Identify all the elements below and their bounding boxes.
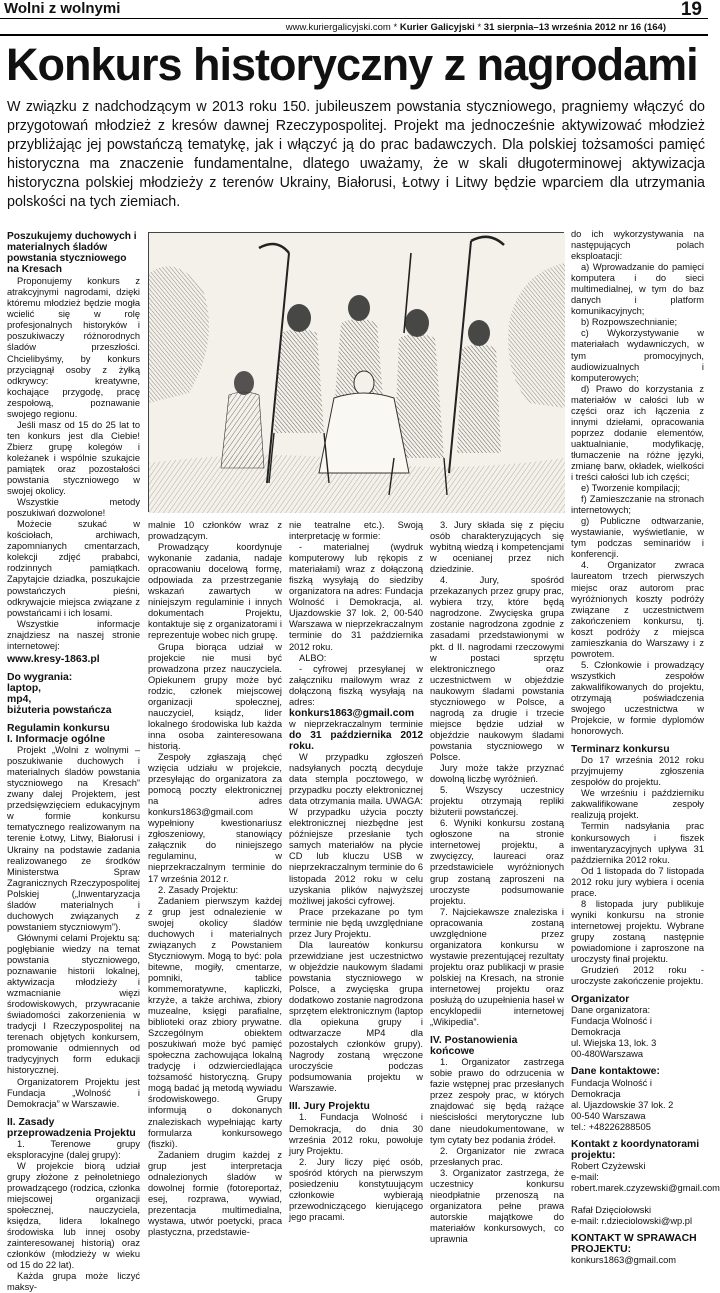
paragraph: Prace przekazane po tym terminie nie będą uwzględniane przez Jury Projektu. — [289, 906, 423, 939]
masthead-separator: * — [474, 22, 484, 33]
paragraph: Projekt „Wolni z wolnymi – poszukiwanie duchowych i materialnych śladów powstania styczniowego na Kresach” zwany dalej Projektem, jest przedsięwzięciem edukacyjnym w formie konkursu tematycznego realizowanym na terenie Łotwy, Litwy, Białorusi i Ukrainy na podstawie zadania realizowanego ze środków Ministerstwa Spraw Zagranicznych Rzeczypospolitej Polskiej („Inwentaryzacja śladów materialnych i duchowych związanych z powstaniem styczniowym”). — [7, 745, 140, 932]
paragraph: Wszystkie informacje znajdziesz na naszej stronie internetowej: — [7, 618, 140, 651]
organizer-details: Dane organizatora: Fundacja Wolność i Demokracja ul. Wiejska 13, lok. 3 00-480Warszawa — [571, 1005, 657, 1060]
paragraph: Możecie szukać w kościołach, archiwach, zapomnianych cmentarzach, kolekcji zdjęć prababci, rodzinnych pamiątkach. Zapytajcie dziadka, poszukajcie powstańczych pieśni, odkrywajcie miejsca związane z powstańcami i ich losami. — [7, 519, 140, 618]
list-item: b) Rozpowszechnianie; — [581, 317, 678, 328]
list-item: f) Zamieszczanie na stronach internetowych; — [571, 494, 704, 516]
schedule-heading: Terminarz konkursu — [571, 744, 670, 756]
paragraph: 6. Wyniki konkursu zostaną ogłoszone na stronie internetowej projektu, a zwycięzcy, laureaci oraz przedstawiciele wyróżnionych grup zostaną zaproszeni na uroczyste podsumowanie projektu. — [430, 818, 564, 906]
paragraph: Grupa biorąca udział w projekcie nie musi być prowadzona przez nauczyciela. Opiekunem grupy może być rodzic, członek miejscowej organizacji społecznej, nauczyciel, ksiądz, lider lokalnego środowiska lub każda inna osoba zainteresowana historią. — [148, 641, 282, 751]
list-item: g) Publiczne odtwarzanie, wystawianie, wyświetlanie, w tym podczas seminariów i konferencji. — [571, 516, 704, 560]
paragraph: Zadaniem pierwszym każdej z grup jest odnalezienie w swojej okolicy śladów duchowych i materialnych związanych z Powstaniem Styczniowym. Mogą to być: pola bitewne, mogiły, cmentarze, pomniki, tablice kommemoratywne, kapliczki, krzyże, a także archiwa, zbiory muzealne, księgi parafialne, biblioteki oraz zbiory prywatne. Szczególnym obiektem poszukiwań może być pamięć społeczna zachowująca lokalną tradycję i odzwierciedlająca tożsamość historyczną. Grupy mogą badać ją metodą wywiadu środowiskowego. Grupy informują o dokonanych znaleziskach wypełniając karty formularza konkursowego (fiszki). — [148, 895, 282, 1149]
paragraph: 2. Zasady Projektu: — [158, 884, 239, 895]
list-item: a) Wprowadzanie do pamięci komputera i do sieci multimedialnej, w tym do baz danych i platform komunikacyjnych; — [571, 262, 704, 317]
column-2 — [148, 520, 282, 1237]
coordinators-details: Robert Czyżewski e-mail: robert.marek.czyzewski@gmail.com Rafał Dzięciołowski e-mail: r.dzieciolowski@wp.pl — [571, 1160, 720, 1227]
paragraph: 5. Członkowie i prowadzący wszystkich zespołów zakwalifikowanych do projektu, otrzymają poświadczenia swojego uczestnictwa w Projekcie, w formie dyplomów honorowych. — [571, 659, 704, 737]
column-1 — [7, 229, 140, 1293]
paragraph: malnie 10 członków wraz z prowadzącym. — [148, 520, 282, 542]
paragraph: Zespoły zgłaszają chęć wzięcia udziału w projekcie, przesyłając do organizatora za pomocą poczty elektronicznej na adres konkurs1863@gmail.com wypełniony kwestionariusz zgłoszeniowy, stanowiący załącznik do niniejszego regulaminu, w nieprzekraczalnym terminie do 17 września 2012 r. — [148, 751, 282, 884]
paragraph: Wszystkie metody poszukiwań dozwolone! — [7, 497, 140, 519]
paragraph: Zadaniem drugim każdej z grup jest interpretacja odnalezionych śladów w dowolnej formie (fotoreportaż, esej, rozprawa, wywiad, prezentacja multimedialna, wystawa, utwór poetycki, praca plastyczna, przedstawie- — [148, 1149, 282, 1237]
contact-heading: Dane kontaktowe: — [571, 1066, 660, 1078]
rules-heading: Regulamin konkursu — [7, 723, 110, 735]
paragraph: 1. Terenowe grupy eksploracyjne (dalej grupy): — [7, 1138, 140, 1160]
paragraph: 2. Jury liczy pięć osób, spośród których na pierwszym posiedzeniu konstytuującym członkowie wybierają przewodniczącego kierującego jego pracami. — [289, 1156, 423, 1222]
paragraph: - cyfrowej przesyłanej w załączniku mailowym wraz z dołączoną fiszką wysyłają na adres: — [289, 663, 423, 707]
paragraph: Dla laureatów konkursu przewidziane jest uczestnictwo w objeździe naukowym śladami powstania styczniowego w Polsce, a zwycięska grupa dodatkowo zostanie nagrodzona sprzętem elektronicznym (laptop dla opiekuna grupy i odtwarzacze MP4 dla pozostałych członków grupy). Nagrody zostaną wręczone uroczyście podczas podsumowania projektu w Warszawie. — [289, 939, 423, 1094]
paragraph: Głównymi celami Projektu są: pogłębianie wiedzy na temat powstania styczniowego, poznawanie historii lokalnej, aktywizacja młodzieży i wzmacnianie więzi środowiskowych, przywracanie świadomości zakorzenienia w tradycji I Rzeczypospolitej na terenach objętych konkursem, promowanie odmiennych od tradycyjnych form edukacji historycznej. — [7, 932, 140, 1076]
deadline-date: do 31 października 2012 roku. — [289, 729, 423, 752]
paragraph: ALBO: — [299, 652, 327, 663]
paragraph: Jury może także przyznać dowolną liczbę wyróżnień. — [430, 763, 564, 785]
insurgents-illustration — [148, 232, 564, 512]
paragraph: We wrześniu i październiku zakwalifikowane zespoły realizują projekt. — [571, 788, 704, 821]
prizes-heading: Do wygrania: — [7, 671, 73, 683]
header-rule — [0, 18, 708, 19]
headline: Konkurs historyczny z nagrodami — [6, 39, 698, 90]
paragraph: nie teatralne etc.). Swoją interpretację w formie: — [289, 520, 423, 542]
coordinators-heading: Kontakt z koordynatorami projektu: — [571, 1138, 700, 1161]
paragraph: - materialnej (wydruk komputerowy lub rękopis z materiałami) wraz z dołączoną fiszką wysyłają do siedziby organizatora na adres: Fundacja Wolność i Demokracja, al. Ujazdowskie 37 lok. 2, 00-540 Warszawa w nieprzekraczalnym terminie do 31 października 2012 roku. — [289, 542, 423, 652]
contact-details: Fundacja Wolność i Demokracja al. Ujazdowskie 37 lok. 2 00-540 Warszawa tel.: +48226288505 — [571, 1077, 674, 1132]
paragraph: Termin nadsyłania prac konkursowych i fiszek inwentaryzacyjnych upływa 31 października 2012 roku. — [571, 821, 704, 865]
project-contact-email[interactable]: konkurs1863@gmail.com — [571, 1255, 677, 1266]
lead-paragraph: W związku z nadchodzącym w 2013 roku 150. jubileuszem powstania styczniowego, pragniemy włączyć do przygotowań młodzież z kresów dawnej Rzeczypospolitej. Projekt ma jednocześnie aktywizować młodzież przybliżając jej powstańczą tematykę, jak i włączyć ją do prac badawczych. Dla polskiej tożsamości pamięć historyczna ma znaczenie fundamentalne, dlatego uważamy, że w skali długoterminowej aktywizacja historyczna polskiej młodzieży z terenów Ukrainy, Białorusi, Łotwy i Litwy będzie wparciem dla utrzymania polskości na tych ziemiach. — [7, 99, 705, 210]
masthead — [286, 22, 666, 33]
list-item: c) Wykorzystywanie w materiałach wydawniczych, w tym promocyjnych, audiowizualnych i komputerowych; — [571, 328, 704, 383]
paragraph: 1. Organizator zastrzega sobie prawo do odrzucenia w fazie wstępnej prac przesłanych przez zespoły prac, w których znajdować się będą rażące nieścisłości merytoryczne lub dane nieudokumentowane, w tym cytaty bez podania źródeł. — [430, 1057, 564, 1145]
project-website-link[interactable]: www.kresy-1863.pl — [7, 653, 100, 665]
site-url[interactable]: www.kuriergalicyjski.com — [285, 22, 391, 33]
page-number: 19 — [680, 0, 702, 20]
paragraph: 5. Wszyscy uczestnicy projektu otrzymają repliki biżuterii powstańczej. — [430, 785, 564, 818]
paragraph: W projekcie biorą udział grupy złożone z pełnoletniego prowadzącego (rodzica, członka miejscowej organizacji społecznej, nauczyciela, księdza, lidera lokalnego środowiska lub innej osoby zainteresowanej historią) oraz członków (młodzieży w wieku od 15 do 22 lat). — [7, 1160, 140, 1271]
section-3-heading: III. Jury Projektu — [289, 1101, 370, 1113]
list-item: d) Prawo do korzystania z materiałów w całości lub w części oraz ich łączenia z innymi dziełami, opracowania poprzez dodanie elementów, uaktualnianie, modyfikację, tłumaczenie na różne języki, zmianę barw, okładek, wielkości i treści całości lub ich części; — [571, 383, 704, 483]
paragraph: 3. Organizator zastrzega, że uczestnicy konkursu nieodpłatnie przenoszą na organizatora pełne prawa autorskie majątkowe do materiałów konkursowych, co uprawnia — [430, 1167, 564, 1244]
organizer-heading: Organizator — [571, 994, 630, 1006]
paragraph: Od 1 listopada do 7 listopada 2012 roku jury wybiera i ocenia prace. — [571, 865, 704, 898]
section-4-heading: IV. Postanowienia końcowe — [430, 1035, 518, 1058]
list-item: e) Tworzenie kompilacji; — [581, 483, 681, 494]
column-5 — [571, 229, 720, 1266]
masthead-separator: * — [390, 22, 400, 33]
paragraph: 2. Organizator nie zwraca przesłanych prac. — [430, 1145, 564, 1167]
paper-name: Kurier Galicyjski — [399, 22, 475, 33]
paragraph: Grudzień 2012 roku - uroczyste zakończenie projektu. — [571, 965, 704, 987]
paragraph: do ich wykorzystywania na następujących polach eksploatacji: — [571, 229, 704, 262]
deadline-text: w nieprzekraczalnym terminie — [289, 718, 423, 729]
subheading-search: Poszukujemy duchowych i materialnych śladów powstania styczniowego na Kresach — [7, 231, 137, 276]
contest-email-link[interactable]: konkurs1863@gmail.com — [289, 707, 415, 719]
paragraph: 3. Jury składa się z pięciu osób charakteryzujących się wybitną wiedzą i kompetencjami w ocenianej przez nich dziedzinie. — [430, 520, 564, 575]
paragraph: 4. Jury, spośród przekazanych przez grupy prac, wybiera trzy, które będą nagrodzone. Zwycięska grupa zostanie nagrodzona zgodnie z zasadami przedstawionymi w pkt. d II. nagrodami rzeczowymi w postaci sprzętu elektronicznego oraz uczestnictwem w objeździe naukowym śladami powstania styczniowego w Polsce, a nagrodą za drugie i trzecie miejsce będzie udział w objeździe naukowym śladami powstania styczniowego w Polsce. — [430, 575, 564, 762]
paragraph: Do 17 września 2012 roku przyjmujemy zgłoszenia zespołów do projektu. — [571, 755, 704, 788]
paragraph: Każda grupa może liczyć maksy- — [7, 1271, 140, 1293]
paragraph: 8 listopada jury publikuje wyniki konkursu na stronie internetowej projektu. Wybrane grupy zostaną następnie powiadomione i zaproszone na uroczysty finał projektu. — [571, 898, 704, 965]
section-2-heading: II. Zasady przeprowadzenia Projektu — [7, 1116, 136, 1139]
engraving-drawing — [149, 233, 565, 513]
paragraph: Organizatorem Projektu jest Fundacja „Wolność i Demokracja” w Warszawie. — [7, 1076, 140, 1109]
column-4 — [430, 520, 564, 1244]
paragraph: W przypadku zgłoszeń nadsyłanych pocztą decyduje data stempla pocztowego, w przypadku poczty elektronicznej data otrzymania maila. UWAGA: W przypadku użycia poczty elektronicznej niezbędne jest późniejsze przesłanie tych samych materiałów na płycie CD lub kluczu USB w nieprzekraczalnym terminie do 6 listopada 2012 roku w celu uzyskania plików najwyższej możliwej jakości cyfrowej. — [289, 751, 423, 906]
section-1-heading: I. Informacje ogólne — [7, 734, 106, 746]
section-tab: Wolni z wolnymi — [4, 0, 121, 17]
paragraph: Prowadzący koordynuje wykonanie zadania, nadaje opracowaniu docelową formę, odpowiada za przestrzeganie wskazań zawartych w niniejszym regulaminie i innych dokumentach Projektu, kontaktuje się z organizatorami i reprezentuje wobec nich grupę. — [148, 542, 282, 641]
column-3 — [289, 520, 423, 1222]
issue-info: 31 sierpnia–13 września 2012 nr 16 (164) — [483, 22, 666, 33]
project-contact-heading: KONTAKT W SPRAWACH PROJEKTU: — [571, 1233, 697, 1256]
paragraph: Jeśli masz od 15 do 25 lat to ten konkurs jest dla Ciebie! Zbierz grupę kolegów i koleżanek i wspólnie szukajcie pamiątek oraz pozostałości powstania styczniowego w swojej okolicy. — [7, 419, 140, 497]
prizes-list: laptop, mp4, biżuteria powstańcza — [7, 682, 112, 716]
masthead-rule — [0, 34, 708, 36]
paragraph: 7. Najciekawsze znaleziska i opracowania zostaną uwzględnione przez organizatora konkursu w wystawie prezentującej rezultaty projektu oraz publikacji w prasie polskiej na Kresach, na stronie internetowej projektu oraz posłużą do uzupełnienia haseł w encyklopedii internetowej „Wikipedia”. — [430, 906, 564, 1028]
paragraph: 4. Organizator zwraca laureatom trzech pierwszych miejsc oraz autorom prac wyróżnionych koszty podróży związane z uczestnictwem zakończeniem konkursu, tj. koszt podróży z miejsca zamieszkania do Warszawy i z powrotem. — [571, 560, 704, 659]
paragraph: 1. Fundacja Wolność i Demokracja, do dnia 30 września 2012 roku, powołuje jury Projektu. — [289, 1112, 423, 1156]
paragraph: Proponujemy konkurs z atrakcyjnymi nagrodami, dzięki któremu młodzież będzie mogła wcielić się w rolę profesjonalnych historyków i poszukiwaczy różnorodnych śladów przeszłości. Chcielibyśmy, by konkurs przyciągnął osoby z żyłką odkrywcy: kreatywne, kochające przygodę, pracę zespołową, poznawanie swojego regionu. — [7, 276, 140, 419]
